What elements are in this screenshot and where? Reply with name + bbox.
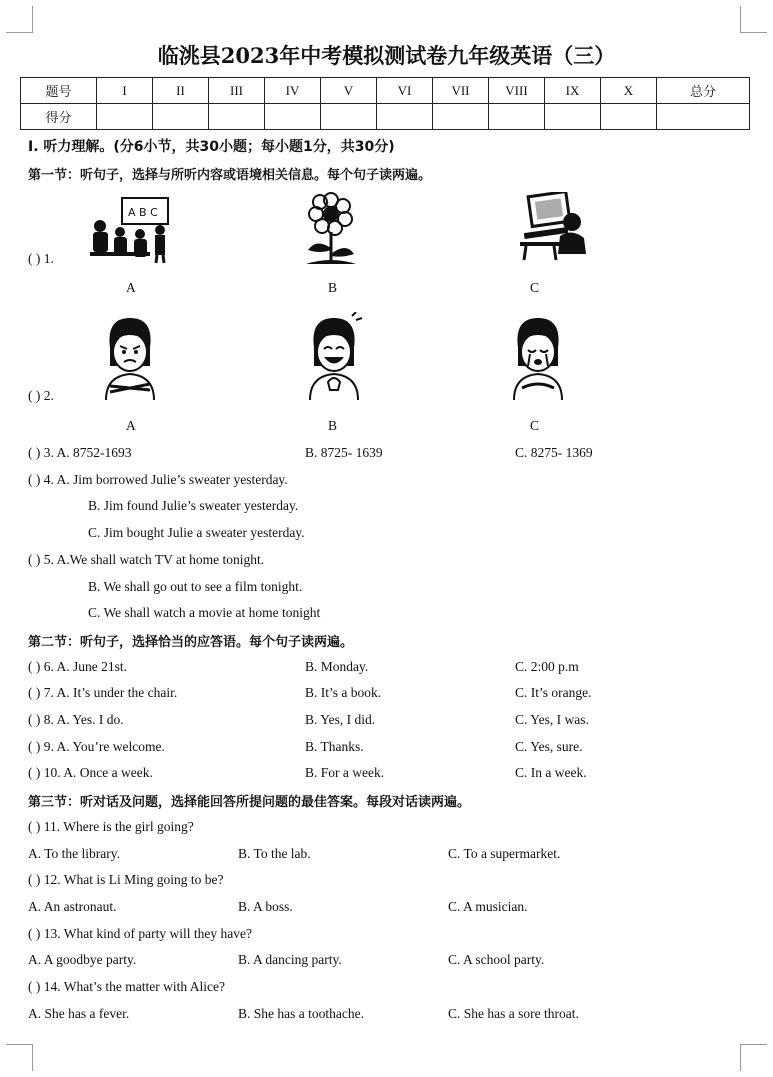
- score-header-cell: IX: [545, 78, 601, 104]
- crop-mark-bottom-right: [740, 1044, 767, 1071]
- q14-question: ( ) 14. What’s the matter with Alice?: [28, 979, 225, 994]
- part2-instruction: 第二节：听句子，选择恰当的应答语。每个句子读两遍。: [28, 635, 354, 650]
- q3-option-a: ( ) 3. A. 8752-1693: [28, 445, 132, 460]
- score-header-cell: VII: [433, 78, 489, 104]
- q2-number: ( ) 2.: [28, 388, 54, 403]
- q5-option-b: B. We shall go out to see a film tonight.: [88, 579, 303, 594]
- q9-option-b: B. Thanks.: [305, 739, 364, 754]
- q12-option-b: B. A boss.: [238, 899, 293, 914]
- q4-option-b: B. Jim found Julie’s sweater yesterday.: [88, 498, 299, 513]
- score-cell[interactable]: [489, 104, 545, 130]
- q7-option-c: C. It’s orange.: [515, 685, 592, 700]
- part3-instruction: 第三节：听对话及问题，选择能回答所提问题的最佳答案。每段对话读两遍。: [28, 795, 471, 810]
- page-title: 临洮县2023年中考模拟测试卷九年级英语（三）: [157, 43, 616, 68]
- score-cell[interactable]: [209, 104, 265, 130]
- crop-mark-top-left: [6, 6, 33, 33]
- score-header-cell: 题号: [21, 78, 97, 104]
- score-row-label: 得分: [21, 104, 97, 130]
- q9-option-a: ( ) 9. A. You’re welcome.: [28, 739, 165, 754]
- score-header-cell: I: [97, 78, 153, 104]
- q13-option-b: B. A dancing party.: [238, 952, 342, 967]
- score-header-cell: VI: [377, 78, 433, 104]
- q4-option-a: ( ) 4. A. Jim borrowed Julie’s sweater yesterday.: [28, 472, 288, 487]
- svg-text:A B C: A B C: [128, 206, 158, 219]
- q11-option-b: B. To the lab.: [238, 846, 311, 861]
- score-cell[interactable]: [433, 104, 489, 130]
- score-table-header-row: [21, 78, 750, 104]
- score-header-cell: 总分: [657, 78, 750, 104]
- q11-question: ( ) 11. Where is the girl going?: [28, 819, 194, 834]
- q5-option-a: ( ) 5. A.We shall watch TV at home tonight.: [28, 552, 265, 567]
- q14-option-a: A. She has a fever.: [28, 1006, 130, 1021]
- flower-icon: [302, 192, 360, 266]
- score-cell[interactable]: [377, 104, 433, 130]
- q1-number: ( ) 1.: [28, 251, 54, 266]
- q6-option-b: B. Monday.: [305, 659, 369, 674]
- q8-option-c: C. Yes, I was.: [515, 712, 589, 727]
- q5-option-c: C. We shall watch a movie at home tonight: [88, 605, 321, 620]
- section-heading: I. 听力理解。(分6小节，共30小题；每小题1分，共30分): [28, 139, 395, 155]
- score-cell[interactable]: [265, 104, 321, 130]
- q11-option-c: C. To a supermarket.: [448, 846, 561, 861]
- q13-question: ( ) 13. What kind of party will they have?: [28, 926, 252, 941]
- q1-option-b-label: B: [328, 280, 338, 295]
- angry-girl-icon: [100, 314, 160, 402]
- q12-question: ( ) 12. What is Li Ming going to be?: [28, 872, 224, 887]
- q12-option-a: A. An astronaut.: [28, 899, 117, 914]
- q9-option-c: C. Yes, sure.: [515, 739, 583, 754]
- score-header-cell: V: [321, 78, 377, 104]
- score-table: [20, 77, 750, 130]
- q8-option-b: B. Yes, I did.: [305, 712, 376, 727]
- q2-option-c-label: C: [530, 418, 540, 433]
- q11-option-a: A. To the library.: [28, 846, 121, 861]
- q12-option-c: C. A musician.: [448, 899, 528, 914]
- score-cell[interactable]: [97, 104, 153, 130]
- q14-option-b: B. She has a toothache.: [238, 1006, 364, 1021]
- q13-option-a: A. A goodbye party.: [28, 952, 137, 967]
- score-header-cell: VIII: [489, 78, 545, 104]
- score-header-cell: III: [209, 78, 265, 104]
- q6-option-a: ( ) 6. A. June 21st.: [28, 659, 127, 674]
- score-cell[interactable]: [545, 104, 601, 130]
- q1-option-a-label: A: [126, 280, 136, 295]
- teacher-classroom-icon: [90, 196, 172, 264]
- q10-option-c: C. In a week.: [515, 765, 587, 780]
- part1-instruction: 第一节：听句子，选择与所听内容或语境相关信息。每个句子读两遍。: [28, 168, 432, 183]
- computer-user-icon: [516, 192, 588, 262]
- q7-option-b: B. It’s a book.: [305, 685, 382, 700]
- score-cell[interactable]: [601, 104, 657, 130]
- q4-option-c: C. Jim bought Julie a sweater yesterday.: [88, 525, 305, 540]
- crying-girl-icon: [508, 314, 568, 402]
- score-header-cell: IV: [265, 78, 321, 104]
- q3-option-c: C. 8275- 1369: [515, 445, 593, 460]
- q1-option-c-label: C: [530, 280, 540, 295]
- q3-option-b: B. 8725- 1639: [305, 445, 383, 460]
- score-table-score-row: [21, 104, 750, 130]
- q14-option-c: C. She has a sore throat.: [448, 1006, 579, 1021]
- q7-option-a: ( ) 7. A. It’s under the chair.: [28, 685, 178, 700]
- q2-option-b-label: B: [328, 418, 338, 433]
- q8-option-a: ( ) 8. A. Yes. I do.: [28, 712, 124, 727]
- score-header-cell: II: [153, 78, 209, 104]
- q6-option-c: C. 2:00 p.m: [515, 659, 579, 674]
- q2-option-a-label: A: [126, 418, 136, 433]
- q13-option-c: C. A school party.: [448, 952, 545, 967]
- q10-option-a: ( ) 10. A. Once a week.: [28, 765, 153, 780]
- score-header-cell: X: [601, 78, 657, 104]
- score-cell[interactable]: [153, 104, 209, 130]
- happy-girl-icon: [304, 312, 366, 402]
- score-cell[interactable]: [657, 104, 750, 130]
- crop-mark-top-right: [740, 6, 767, 33]
- q10-option-b: B. For a week.: [305, 765, 385, 780]
- score-cell[interactable]: [321, 104, 377, 130]
- crop-mark-bottom-left: [6, 1044, 33, 1071]
